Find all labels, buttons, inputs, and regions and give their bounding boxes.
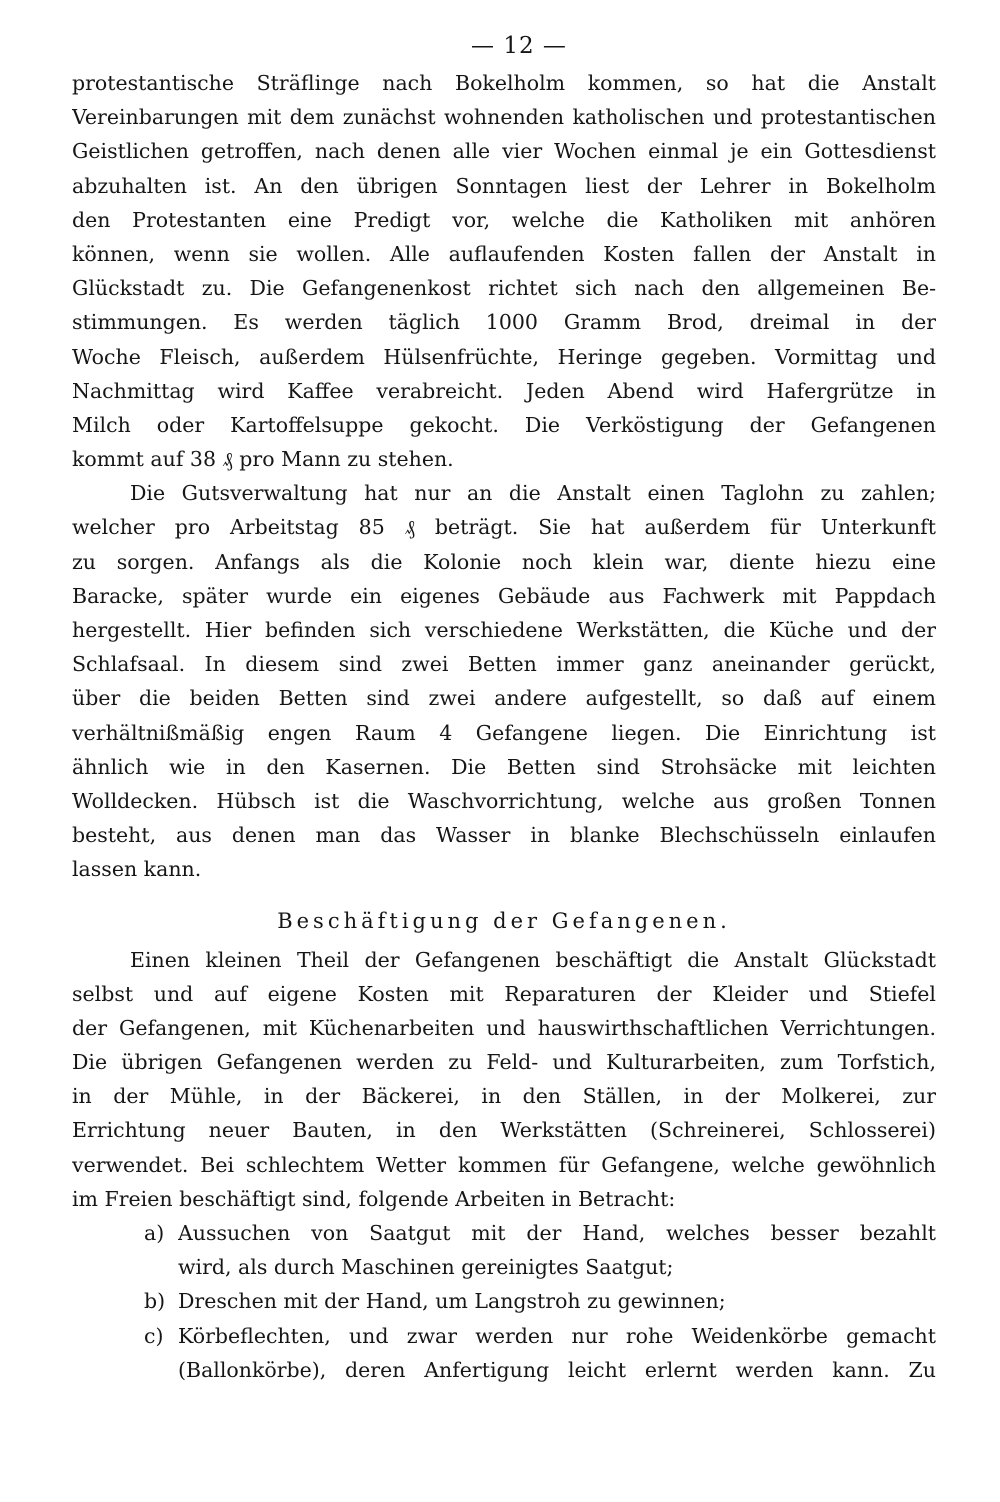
list-item-c [72,1319,936,1387]
text-line: können, wenn sie wollen. Alle auflaufenden Kosten fallen der Anstalt in [72,241,936,266]
list-marker: a) [144,1221,165,1245]
text-line: Milch oder Kartoffelsuppe gekocht. Die Verköstigung der Gefangenen [72,412,936,437]
text-line: Körbeflechten, und zwar werden nur rohe Weidenkörbe gemacht [178,1323,936,1348]
enumerated-list [72,1216,936,1387]
list-item-a [72,1216,936,1284]
text-line: besteht, aus denen man das Wasser in blanke Blechschüsseln einlaufen [72,823,936,848]
text-line: zu sorgen. Anfangs als die Kolonie noch klein war, diente hiezu eine [72,549,936,574]
text-line: protestantische Sträflinge nach Bokelholm kommen, so hat die Anstalt [72,71,936,95]
text-line: im Freien beschäftigt sind, folgende Arbeiten in Betracht: [72,1186,676,1211]
text-line: Vereinbarungen mit dem zunächst wohnenden katholischen und protestantischen [72,105,936,130]
text-line: Wolldecken. Hübsch ist die Waschvorrichtung, welche aus großen Tonnen [72,788,936,813]
text-line: kommt auf 38 ₰ pro Mann zu stehen. [72,447,454,472]
text-line: Einen kleinen Theil der Gefangenen beschäftigt die Anstalt Glückstadt [130,947,936,972]
text-line: abzuhalten ist. An den übrigen Sonntagen liest der Lehrer in Bokelholm [72,173,936,198]
text-line: in der Mühle, in der Bäckerei, in den Ställen, in der Molkerei, zur [72,1084,936,1109]
text-line: Dreschen mit der Hand, um Langstroh zu gewinnen; [178,1289,726,1314]
text-line: Die übrigen Gefangenen werden zu Feld- und Kulturarbeiten, zum Torfstich, [72,1050,936,1075]
text-line: Baracke, später wurde ein eigenes Gebäude aus Fachwerk mit Pappdach [72,583,936,608]
text-line: lassen kann. [72,857,202,882]
text-line: Nachmittag wird Kaffee verabreicht. Jeden Abend wird Hafergrütze in [72,378,936,403]
list-marker: b) [144,1289,166,1314]
text-line: der Gefangenen, mit Küchenarbeiten und hauswirthschaftlichen Verrichtungen. [72,1015,936,1040]
list-item-b [72,1284,936,1318]
text-line: stimmungen. Es werden täglich 1000 Gramm Brod, dreimal in der [72,310,936,335]
text-line: Aussuchen von Saatgut mit der Hand, welches besser bezahlt [178,1221,936,1245]
text-line: Geistlichen getroffen, nach denen alle vier Wochen einmal je ein Gottesdienst [72,139,936,164]
text-line: Woche Fleisch, außerdem Hülsenfrüchte, Heringe gegeben. Vormittag und [72,344,936,369]
text-line: hergestellt. Hier befinden sich verschiedene Werkstätten, die Küche und der [72,618,936,642]
text-line: verhältnißmäßig engen Raum 4 Gefangene liegen. Die Einrichtung ist [72,720,936,745]
list-marker: c) [144,1323,164,1348]
text-line: welcher pro Arbeitstag 85 ₰ beträgt. Sie hat außerdem für Unterkunft [72,515,936,540]
paragraph-1 [72,66,936,476]
text-line: (Ballonkörbe), deren Anfertigung leicht erlernt werden kann. Zu [178,1357,936,1382]
text-line: verwendet. Bei schlechtem Wetter kommen für Gefangene, welche gewöhnlich [72,1152,936,1177]
text-line: ähnlich wie in den Kasernen. Die Betten sind Strohsäcke mit leichten [72,754,936,779]
text-line: wird, als durch Maschinen gereinigtes Saatgut; [178,1255,674,1280]
paragraph-3 [72,943,936,1217]
text-line: Schlafsaal. In diesem sind zwei Betten immer ganz aneinander gerückt, [72,652,936,677]
text-line: Glückstadt zu. Die Gefangenenkost richtet sich nach den allgemeinen Be- [72,276,936,301]
text-line: über die beiden Betten sind zwei andere aufgestellt, so daß auf einem [72,686,936,711]
document-page [72,26,936,1387]
text-line: den Protestanten eine Predigt vor, welche die Katholiken mit anhören [72,207,936,232]
section-heading: Beschäftigung der Gefangenen. [277,908,731,933]
text-line: selbst und auf eigene Kosten mit Reparaturen der Kleider und Stiefel [72,981,936,1006]
text-line: Die Gutsverwaltung hat nur an die Anstalt einen Taglohn zu zahlen; [130,481,936,506]
page-number: — 12 — [471,33,567,59]
text-line: Errichtung neuer Bauten, in den Werkstätten (Schreinerei, Schlosserei) [72,1118,936,1143]
paragraph-2 [72,476,936,886]
